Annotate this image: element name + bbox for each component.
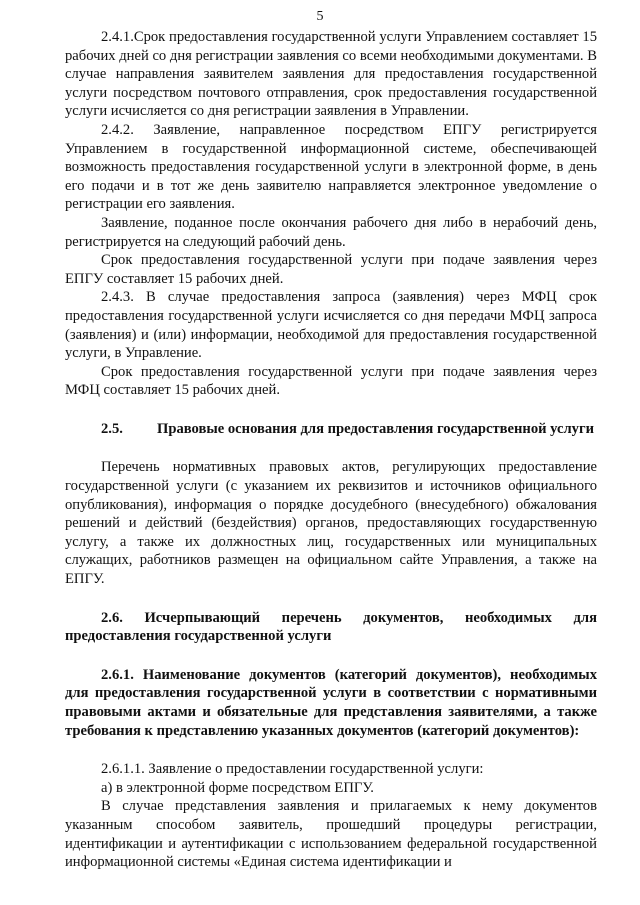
paragraph-after-hours: Заявление, поданное после окончания рабочего дня либо в нерабочий день, регистрируется на следующий рабочий день. — [65, 214, 597, 250]
paragraph-epgu-term: Срок предоставления государственной услуги при подаче заявления через ЕПГУ составляет 15 рабочих дней. — [65, 252, 597, 287]
paragraph-2-6-1-1: 2.6.1.1. Заявление о предоставлении государственной услуги: — [101, 761, 484, 778]
document-body — [65, 28, 597, 872]
paragraph-2-4-3: 2.4.3. В случае предоставления запроса (заявления) через МФЦ срок предоставления государственной услуги исчисляется со дня передачи МФЦ запроса (заявления) и (или) информации, необходимой для предоставления государственной услуги, в Управление. — [65, 289, 597, 362]
paragraph-2-4-2: 2.4.2. Заявление, направленное посредством ЕПГУ регистрируется Управлением в государственной информационной системе, обеспечивающей возможность предоставления государственной услуги в электронной форме, в день его подачи и в тот же день заявителю направляется электронное уведомление о регистрации его заявления. — [65, 121, 597, 213]
paragraph-2-5: Перечень нормативных правовых актов, регулирующих предоставление государственной услуги (с указанием их реквизитов и источников официального опубликования), информация о порядке досудебного (внесудебного) обжалования решений и действий (бездействия) органов, предоставляющих государственную услугу, а также их должностных лиц, государственных или муниципальных служащих, работников размещен на официальном сайте Управления, а также на ЕПГУ. — [65, 459, 597, 588]
page-number: 5 — [316, 9, 324, 24]
paragraph-mfc-term: Срок предоставления государственной услуги при подаче заявления через МФЦ составляет 15 рабочих дней. — [65, 363, 597, 399]
heading-2-6-1: 2.6.1. Наименование документов (категорий документов), необходимых для предоставления государственной услуги в соответствии с нормативными правовыми актами и обязательные для представления заявителями, а также требования к представлению указанных документов (категорий документов): — [65, 666, 597, 739]
heading-2-6: 2.6. Исчерпывающий перечень документов, необходимых для предоставления государственной услуги — [65, 609, 597, 645]
paragraph-last: В случае представления заявления и прилагаемых к нему документов указанным способом заявитель, прошедший процедуры регистрации, идентификации и аутентификации с использованием федеральной государственной информационной системы «Единая система идентификации и — [65, 798, 597, 871]
heading-2-5-text: Правовые основания для предоставления государственной услуги — [157, 420, 595, 437]
paragraph-2-4-1: 2.4.1.Срок предоставления государственной услуги Управлением составляет 15 рабочих дней со дня регистрации заявления со всеми необходимыми документами. В случае направления заявителем заявления для предоставления государственной услуги посредством почтового отправления, срок предоставления государственной услуги исчисляется со дня регистрации заявления в Управлении. — [65, 29, 597, 120]
heading-2-5 — [65, 420, 597, 439]
paragraph-2-6-1-1-a: а) в электронной форме посредством ЕПГУ. — [101, 779, 374, 796]
heading-2-5-number: 2.5. — [101, 420, 123, 437]
